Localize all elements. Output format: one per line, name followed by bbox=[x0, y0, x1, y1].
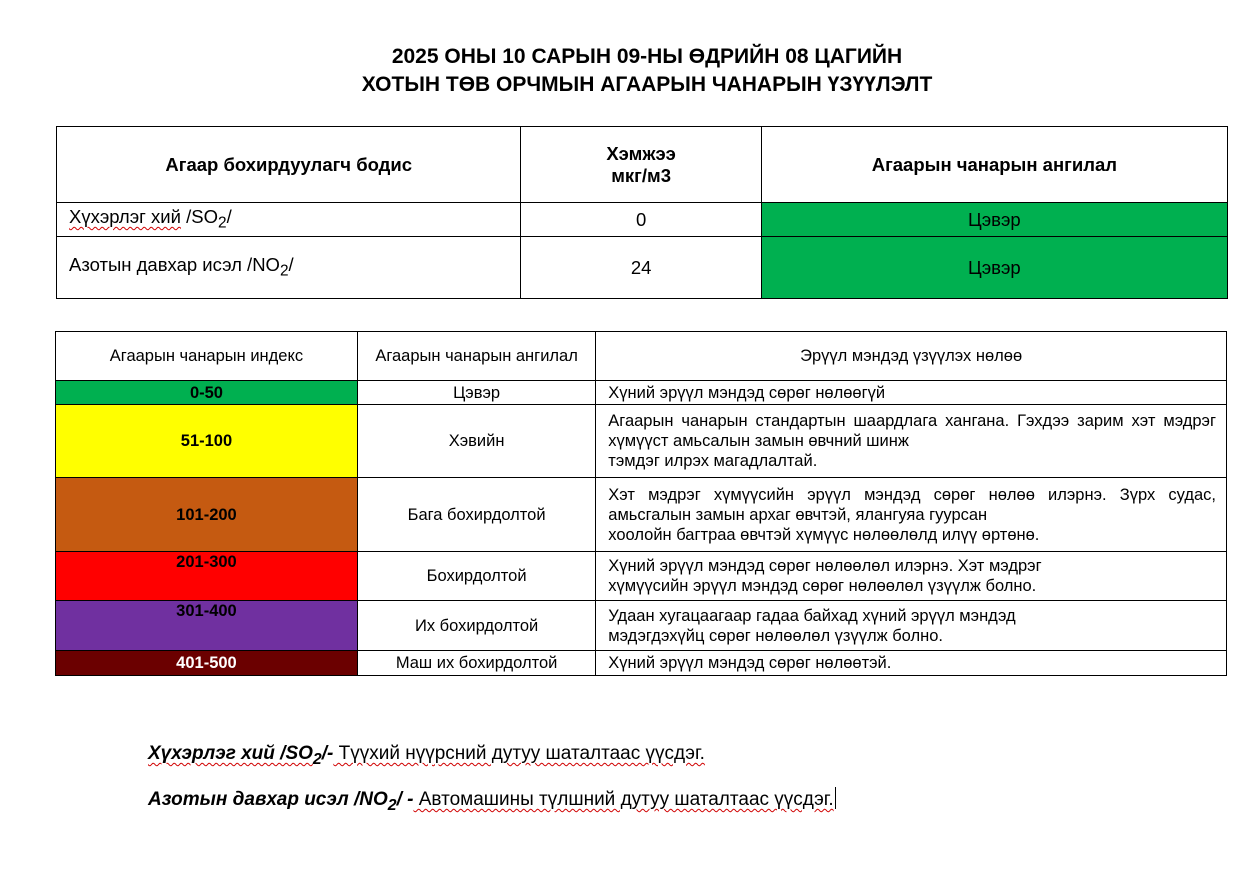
aqi-effect-cell bbox=[596, 478, 1227, 552]
aqi-row bbox=[56, 405, 1227, 478]
aqi-header-row bbox=[56, 332, 1227, 381]
aqi-category-cell: Бага бохирдолтой bbox=[357, 478, 595, 552]
footnote-no2-label bbox=[148, 788, 414, 814]
aqi-range-cell: 0-50 bbox=[56, 381, 358, 405]
aqi-row bbox=[56, 651, 1227, 676]
pollutant-formula-end: / bbox=[226, 206, 232, 228]
aqi-effect-cell bbox=[596, 651, 1227, 676]
footnote-no2-label-name: Азотын давхар исэл /NO bbox=[148, 788, 388, 810]
amount-header-line-2: мкг/м3 bbox=[611, 164, 671, 186]
aqi-range-cell: 301-400 bbox=[56, 601, 358, 651]
measurement-row-so2 bbox=[57, 203, 1228, 237]
aqi-index-header: Агаарын чанарын индекс bbox=[56, 332, 358, 381]
aqi-effect-cell bbox=[596, 405, 1227, 478]
report-title bbox=[0, 43, 1250, 99]
measurement-value: 0 bbox=[521, 203, 761, 237]
measurement-category: Цэвэр bbox=[761, 237, 1227, 299]
aqi-effect-text: Удаан хугацаагаар гадаа байхад хүний эрүүл мэндэд bbox=[608, 606, 1016, 625]
aqi-effect-text-end: тэмдэг илрэх магадлалтай. bbox=[608, 452, 818, 470]
aqi-effect-header: Эрүүл мэндэд үзүүлэх нөлөө bbox=[596, 332, 1227, 381]
aqi-effect-text: Хүний эрүүл мэндэд сөрөг нөлөөлөл илэрнэ. Хэт мэдрэг bbox=[608, 557, 1042, 575]
measurement-value: 24 bbox=[521, 237, 761, 299]
amount-header-line-1: Хэмжээ bbox=[606, 142, 676, 164]
aqi-effect-text: Агаарын чанарын стандартын шаардлага хангана. Гэхдээ зарим хэт мэдрэг хүмүүст амьсалын замын өвчний шинж bbox=[608, 412, 1216, 450]
measurements-table bbox=[56, 126, 1228, 299]
pollutant-formula: /NO bbox=[241, 254, 280, 276]
footnote-so2-label-sub: 2 bbox=[312, 750, 322, 768]
aqi-row bbox=[56, 552, 1227, 601]
aqi-effect-text-end: мэдэгдэхүйц сөрөг нөлөөлөл үзүүлж болно. bbox=[608, 626, 943, 645]
aqi-range-cell: 401-500 bbox=[56, 651, 358, 676]
aqi-row bbox=[56, 381, 1227, 405]
pollutant-formula-sub: 2 bbox=[279, 262, 289, 280]
footnote-no2 bbox=[148, 780, 836, 826]
aqi-row bbox=[56, 478, 1227, 552]
pollutant-formula-end: / bbox=[288, 254, 294, 276]
aqi-effect-text: Хүний эрүүл мэндэд сөрөг нөлөөтэй. bbox=[608, 654, 892, 672]
report-title-line-1: 2025 ОНЫ 10 САРЫН 09-НЫ ӨДРИЙН 08 ЦАГИЙН bbox=[391, 45, 903, 68]
pollutant-name-main: Азотын давхар исэл bbox=[69, 254, 242, 276]
aqi-range-cell: 201-300 bbox=[56, 552, 358, 601]
footnote-so2-text: Түүхий нүүрсний дутуу шаталтаас үүсдэг. bbox=[333, 743, 705, 764]
footnote-so2 bbox=[148, 734, 836, 780]
aqi-effect-text: Хүний эрүүл мэндэд сөрөг нөлөөгүй bbox=[608, 383, 886, 402]
aqi-category-cell: Цэвэр bbox=[357, 381, 595, 405]
aqi-range-cell: 51-100 bbox=[56, 405, 358, 478]
pollutant-formula-sub: 2 bbox=[218, 214, 227, 232]
aqi-row bbox=[56, 601, 1227, 651]
footnote-no2-text: Автомашины түлшний дутуу шаталтаас үүсдэг. bbox=[413, 788, 834, 810]
measurement-row-no2 bbox=[57, 237, 1228, 299]
footnote-no2-label-end: / - bbox=[396, 788, 414, 810]
aqi-effect-cell bbox=[596, 552, 1227, 601]
report-title-line-2: ХОТЫН ТӨВ ОРЧМЫН АГААРЫН ЧАНАРЫН ҮЗҮҮЛЭЛТ bbox=[361, 73, 933, 96]
pollutant-name-main: Хүхэрлэг хий bbox=[69, 206, 181, 228]
aqi-category-header: Агаарын чанарын ангилал bbox=[357, 332, 595, 381]
category-header: Агаарын чанарын ангилал bbox=[761, 127, 1227, 203]
footnote-so2-label bbox=[148, 743, 334, 768]
aqi-effect-cell bbox=[596, 601, 1227, 651]
pollutant-header: Агаар бохирдуулагч бодис bbox=[57, 127, 521, 203]
footnotes bbox=[148, 734, 836, 826]
aqi-range-cell: 101-200 bbox=[56, 478, 358, 552]
aqi-table bbox=[55, 331, 1227, 676]
footnote-no2-label-sub: 2 bbox=[387, 796, 397, 814]
aqi-category-cell: Бохирдолтой bbox=[357, 552, 595, 601]
measurements-header-row bbox=[57, 127, 1228, 203]
aqi-effect-text-end: хүмүүсийн эрүүл мэндэд сөрөг нөлөөлөл үзүүлж болно. bbox=[608, 577, 1037, 595]
footnote-so2-label-name: Хүхэрлэг хий /SO bbox=[148, 743, 313, 764]
aqi-effect-cell bbox=[596, 381, 1227, 405]
aqi-category-cell: Хэвийн bbox=[357, 405, 595, 478]
aqi-category-cell: Их бохирдолтой bbox=[357, 601, 595, 651]
aqi-effect-text-end: хоолойн багтраа өвчтэй хүмүүс нөлөөлөлд илүү өртөнө. bbox=[608, 525, 1040, 544]
measurement-category: Цэвэр bbox=[761, 203, 1227, 237]
pollutant-formula: /SO bbox=[180, 206, 218, 228]
footnote-so2-label-end: /- bbox=[321, 743, 334, 764]
aqi-category-cell: Маш их бохирдолтой bbox=[357, 651, 595, 676]
amount-header bbox=[521, 127, 761, 203]
aqi-effect-text: Хэт мэдрэг хүмүүсийн эрүүл мэндэд сөрөг нөлөө илэрнэ. Зүрх судас, амьсгалын замын архаг өвчтэй, ялангуяа гуурсан bbox=[608, 485, 1216, 524]
pollutant-name bbox=[57, 237, 521, 299]
pollutant-name bbox=[57, 203, 521, 237]
text-cursor[interactable] bbox=[835, 787, 836, 809]
